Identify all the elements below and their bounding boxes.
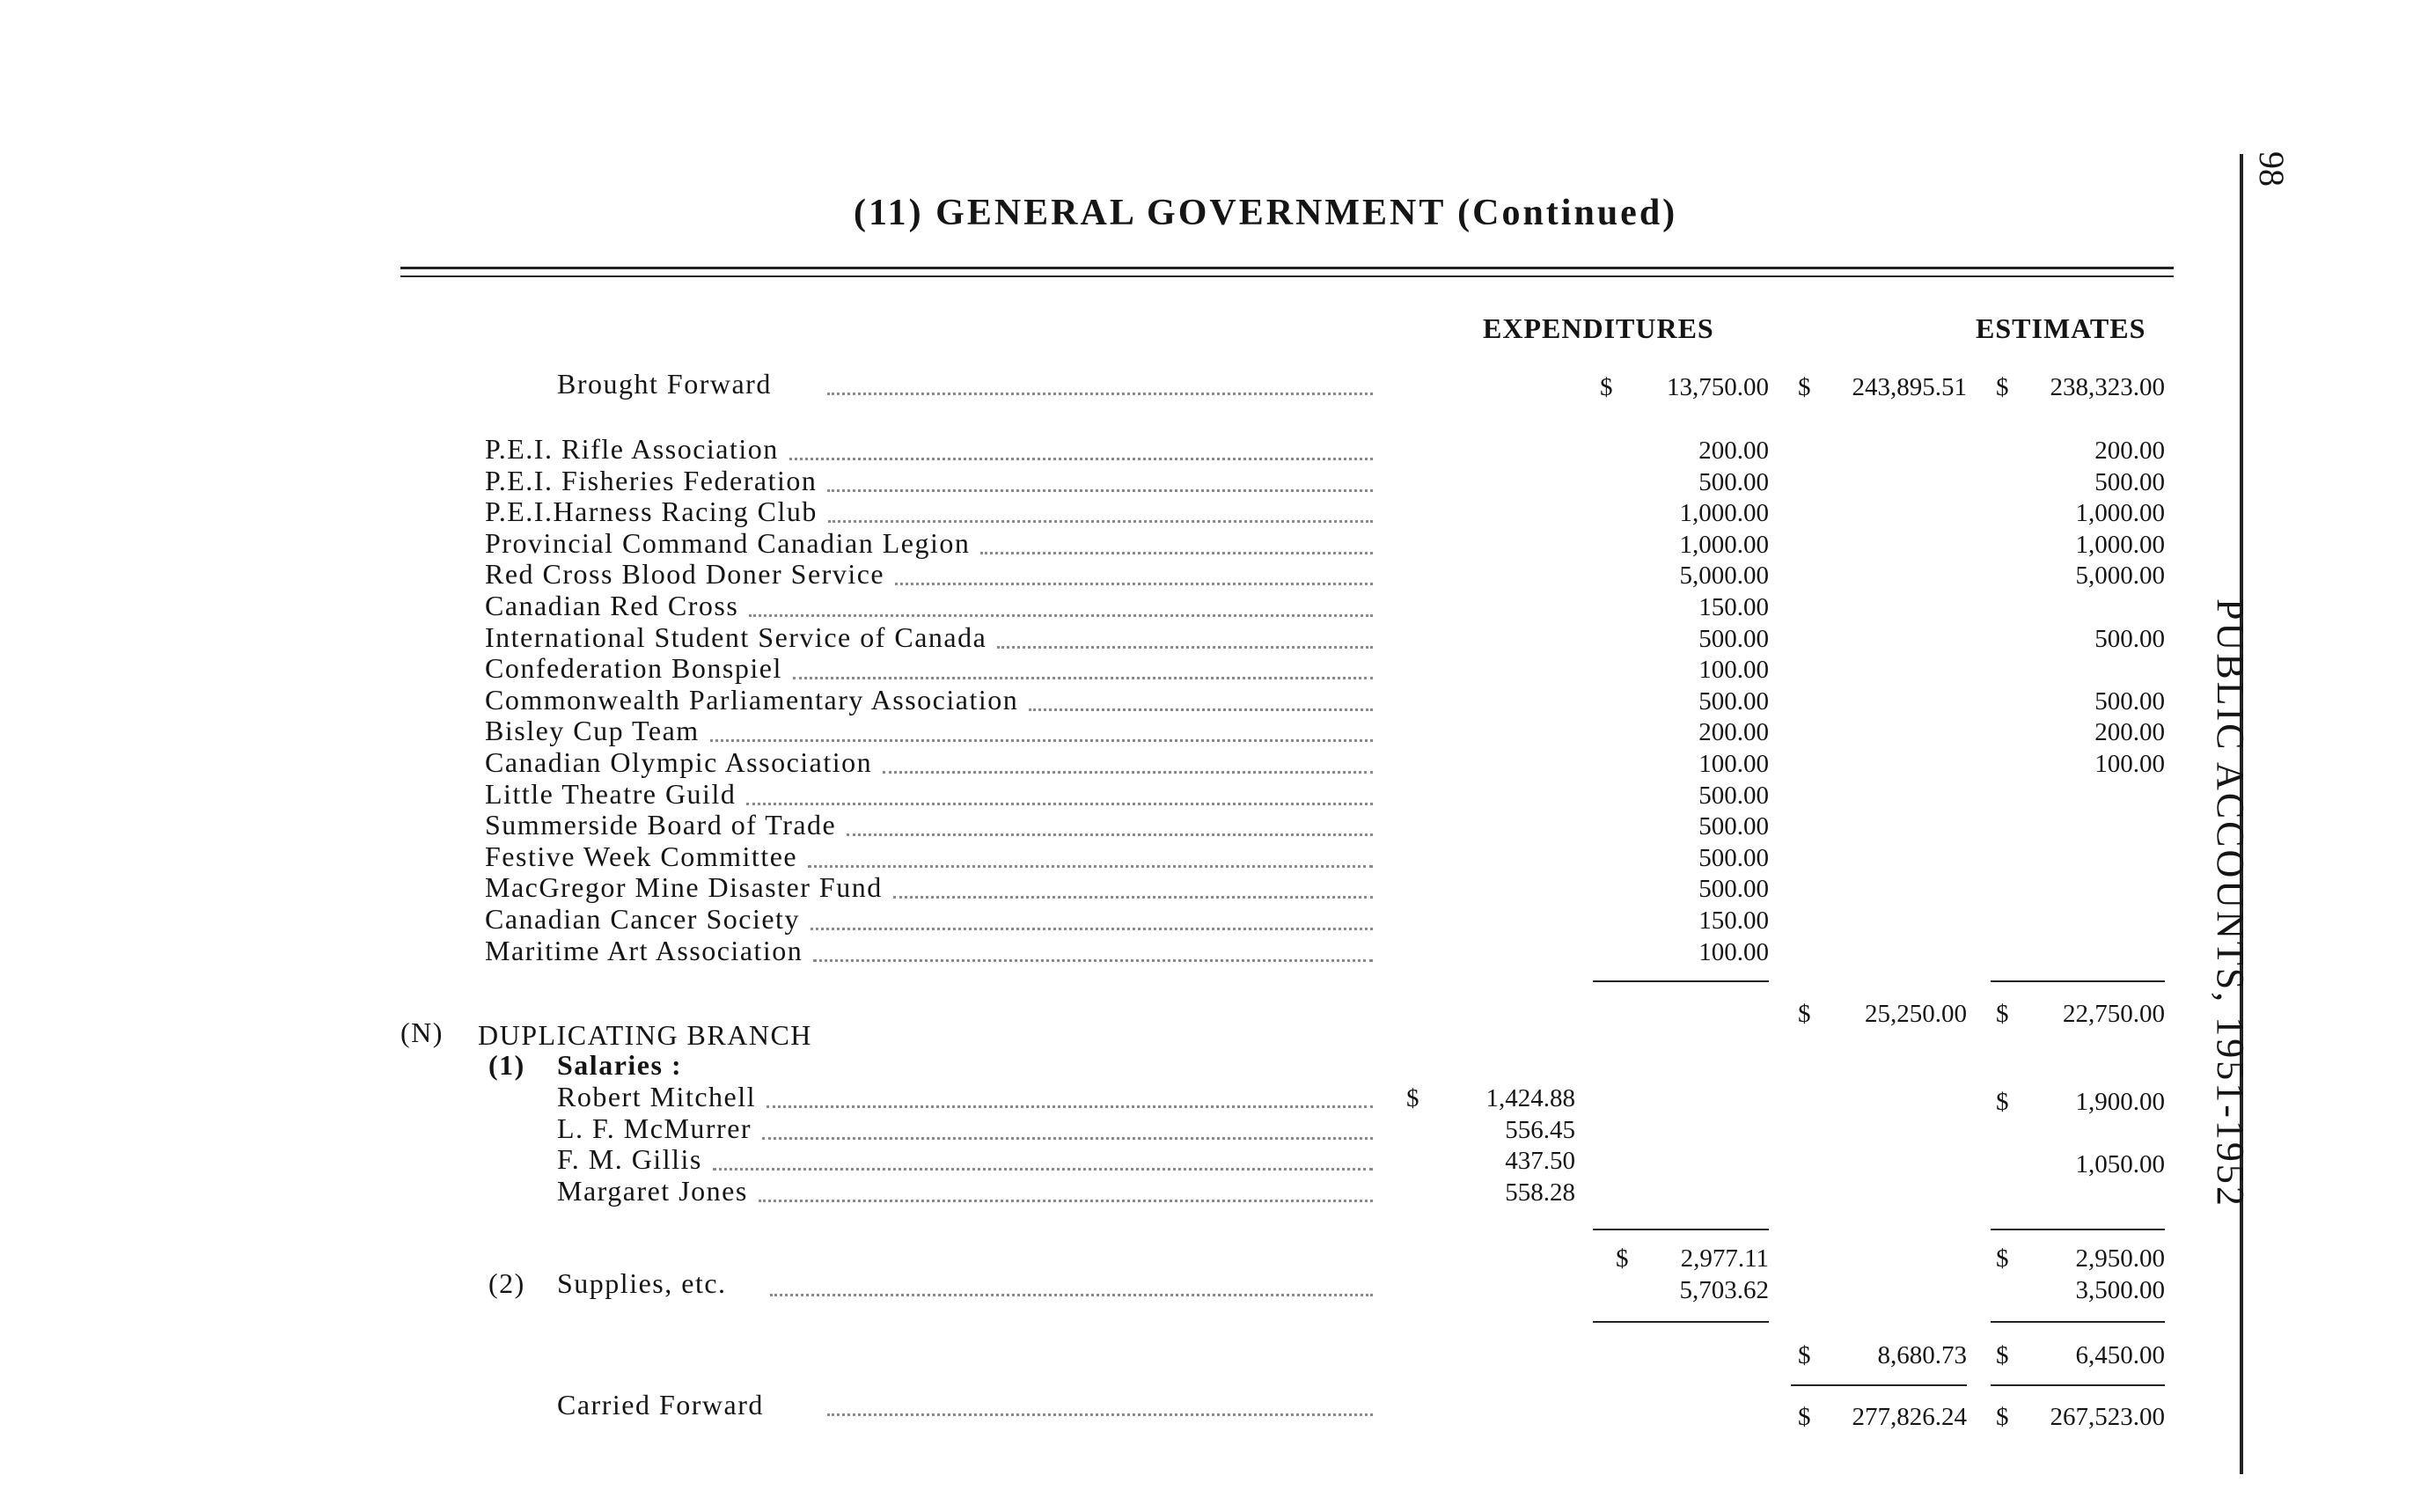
leader-dots: [1029, 708, 1373, 711]
leader-dots: [749, 614, 1373, 617]
supplies-number: (2): [488, 1267, 525, 1299]
leader-dots: [827, 489, 1373, 492]
grant-name: Bisley Cup Team: [485, 715, 700, 746]
employee-name: F. M. Gillis: [557, 1143, 702, 1175]
leader-dots: [789, 458, 1373, 460]
salary-amount: 556.45: [1505, 1116, 1575, 1144]
running-head: PUBLIC ACCOUNTS, 1951-1952: [2209, 598, 2252, 1208]
currency-sign: $: [1406, 1084, 1419, 1112]
grant-name: P.E.I.Harness Racing Club: [485, 495, 818, 527]
leader-dots: [811, 928, 1373, 930]
leader-dots: [893, 896, 1373, 899]
leader-dots: [883, 771, 1373, 774]
currency-sign: $: [1996, 1244, 2009, 1273]
grant-expenditure: 1,000.00: [1679, 531, 1769, 559]
grant-name: MacGregor Mine Disaster Fund: [485, 871, 883, 903]
grant-name: International Student Service of Canada: [485, 621, 987, 653]
salary-amount: 558.28: [1505, 1178, 1575, 1207]
subtotal-rule: [1593, 980, 1769, 982]
subtotal-rule: [1593, 1229, 1769, 1230]
salaries-number: (1): [488, 1049, 525, 1081]
salary-estimate: 1,050.00: [2075, 1150, 2165, 1178]
grant-expenditure: 150.00: [1698, 593, 1769, 621]
salary-amount: 1,424.88: [1485, 1084, 1575, 1112]
salaries-total: 2,977.11: [1680, 1244, 1769, 1273]
currency-sign: $: [1996, 1088, 2009, 1116]
page-number: 98: [2252, 151, 2292, 187]
grant-expenditure: 500.00: [1698, 875, 1769, 903]
supplies-estimate: 3,500.00: [2075, 1276, 2165, 1304]
grant-name: Commonwealth Parliamentary Association: [485, 684, 1019, 716]
grant-expenditure: 500.00: [1698, 812, 1769, 840]
column-header-estimates: ESTIMATES: [1976, 312, 2146, 344]
supplies-amount: 5,703.62: [1679, 1276, 1769, 1304]
currency-sign: $: [1798, 373, 1811, 401]
currency-sign: $: [1798, 1403, 1811, 1431]
currency-sign: $: [1996, 1000, 2009, 1028]
grant-name: Canadian Red Cross: [485, 590, 739, 621]
grants-total-estimate: 22,750.00: [2063, 1000, 2165, 1028]
title-rule-bottom: [400, 275, 2174, 277]
leader-dots: [767, 1105, 1373, 1108]
subtotal-rule: [1991, 1229, 2165, 1230]
leader-dots: [793, 677, 1373, 679]
grant-estimate: 500.00: [2094, 625, 2165, 653]
grant-expenditure: 500.00: [1698, 625, 1769, 653]
salaries-estimate: 2,950.00: [2075, 1244, 2165, 1273]
leader-dots: [980, 552, 1373, 554]
subtotal-rule: [1593, 1321, 1769, 1323]
column-header-expenditures: EXPENDITURES: [1483, 312, 1714, 344]
grant-expenditure: 150.00: [1698, 906, 1769, 935]
grant-expenditure: 500.00: [1698, 687, 1769, 716]
branch-total: 8,680.73: [1877, 1341, 1967, 1369]
salary-amount: 437.50: [1505, 1147, 1575, 1175]
grant-name: Red Cross Blood Doner Service: [485, 558, 885, 590]
currency-sign: $: [1600, 373, 1613, 401]
currency-sign: $: [1798, 1000, 1811, 1028]
grant-expenditure: 200.00: [1698, 437, 1769, 465]
leader-dots: [813, 959, 1373, 962]
grant-expenditure: 500.00: [1698, 782, 1769, 810]
grant-estimate: 200.00: [2094, 437, 2165, 465]
grant-estimate: 5,000.00: [2075, 561, 2165, 590]
expenditure-total: 13,750.00: [1667, 373, 1769, 401]
leader-dots: [997, 646, 1373, 649]
grant-expenditure: 200.00: [1698, 718, 1769, 746]
leader-dots: [828, 520, 1373, 523]
employee-name: Margaret Jones: [557, 1175, 748, 1207]
grant-name: Confederation Bonspiel: [485, 652, 782, 684]
grant-estimate: 500.00: [2094, 468, 2165, 496]
title-rule-top: [400, 267, 2174, 269]
leader-dots: [827, 393, 1373, 395]
grant-expenditure: 500.00: [1698, 468, 1769, 496]
total-rule: [1991, 1384, 2165, 1386]
page-title: (11) GENERAL GOVERNMENT (Continued): [854, 193, 1678, 233]
grant-name: Summerside Board of Trade: [485, 809, 837, 840]
branch-estimate: 6,450.00: [2075, 1341, 2165, 1369]
currency-sign: $: [1798, 1341, 1811, 1369]
total-rule: [1791, 1384, 1967, 1386]
grant-name: P.E.I. Fisheries Federation: [485, 465, 818, 496]
leader-dots: [770, 1294, 1373, 1296]
leader-dots: [827, 1413, 1373, 1416]
leader-dots: [808, 865, 1373, 868]
estimate-total: 238,323.00: [2050, 373, 2165, 401]
leader-dots: [762, 1137, 1373, 1140]
carried-forward-total: 277,826.24: [1852, 1403, 1967, 1431]
leader-dots: [895, 583, 1373, 585]
grant-estimate: 200.00: [2094, 718, 2165, 746]
leader-dots: [847, 833, 1373, 836]
grant-name: Festive Week Committee: [485, 840, 798, 872]
grant-expenditure: 100.00: [1698, 656, 1769, 684]
leader-dots: [759, 1200, 1373, 1202]
grant-expenditure: 500.00: [1698, 844, 1769, 872]
leader-dots: [710, 739, 1373, 742]
grant-expenditure: 100.00: [1698, 750, 1769, 778]
leader-dots: [746, 803, 1373, 805]
currency-sign: $: [1996, 1403, 2009, 1431]
section-heading: DUPLICATING BRANCH: [478, 1019, 812, 1051]
employee-name: L. F. McMurrer: [557, 1112, 752, 1144]
grant-estimate: 500.00: [2094, 687, 2165, 716]
employee-name: Robert Mitchell: [557, 1081, 757, 1112]
grant-name: Canadian Cancer Society: [485, 903, 800, 935]
grant-estimate: 1,000.00: [2075, 499, 2165, 527]
grant-estimate: 1,000.00: [2075, 531, 2165, 559]
carried-forward-label: Carried Forward: [557, 1389, 764, 1420]
grant-name: Provincial Command Canadian Legion: [485, 527, 971, 559]
brought-forward-label: Brought Forward: [557, 368, 772, 400]
grant-name: Maritime Art Association: [485, 935, 803, 966]
grant-expenditure: 5,000.00: [1679, 561, 1769, 590]
grant-name: P.E.I. Rifle Association: [485, 433, 779, 465]
subtotal-rule: [1991, 980, 2165, 982]
salary-estimate: 1,900.00: [2075, 1088, 2165, 1116]
grants-total-amount: 25,250.00: [1865, 1000, 1967, 1028]
grant-expenditure: 100.00: [1698, 938, 1769, 966]
currency-sign: $: [1996, 1341, 2009, 1369]
leader-dots: [713, 1168, 1373, 1171]
grant-expenditure: 1,000.00: [1679, 499, 1769, 527]
grant-name: Canadian Olympic Association: [485, 746, 873, 778]
section-tag: (N): [400, 1017, 444, 1048]
supplies-label: Supplies, etc.: [557, 1267, 727, 1299]
currency-sign: $: [1996, 373, 2009, 401]
grant-name: Little Theatre Guild: [485, 778, 737, 810]
grant-estimate: 100.00: [2094, 750, 2165, 778]
salaries-heading: Salaries :: [557, 1049, 683, 1081]
total-amount: 243,895.51: [1852, 373, 1967, 401]
currency-sign: $: [1616, 1244, 1629, 1273]
carried-forward-estimate: 267,523.00: [2050, 1403, 2165, 1431]
subtotal-rule: [1991, 1321, 2165, 1323]
